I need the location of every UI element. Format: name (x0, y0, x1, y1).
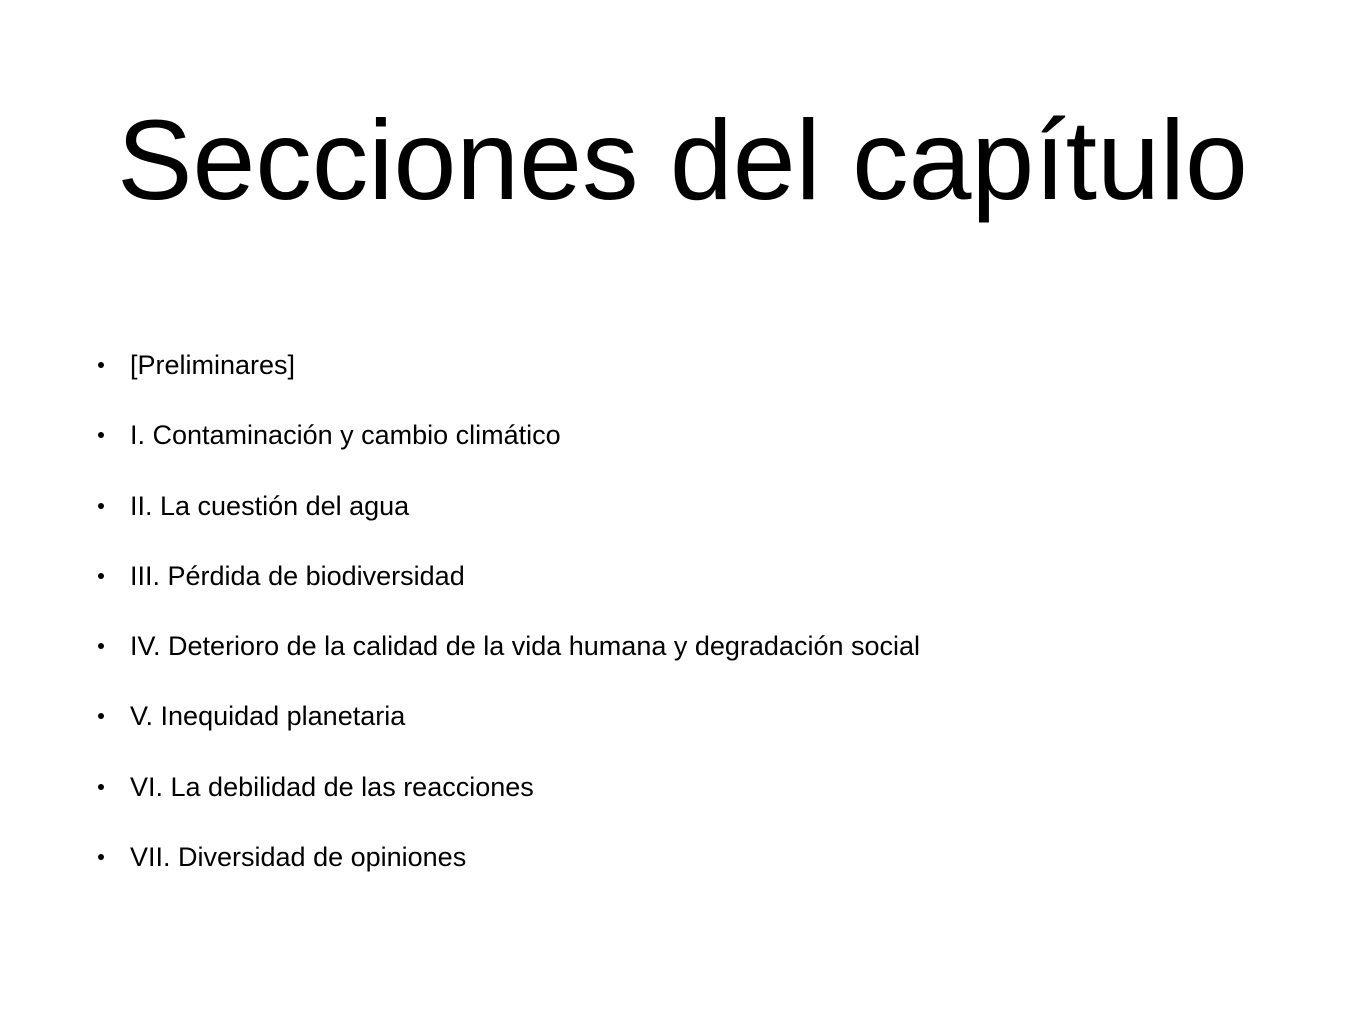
section-label: [Preliminares] (130, 350, 296, 380)
section-label: V. Inequidad planetaria (130, 701, 406, 732)
bullet-dot-icon (98, 713, 104, 719)
list-item (98, 625, 1298, 695)
list-item (98, 766, 1298, 836)
bullet-dot-icon (98, 643, 104, 649)
list-item (98, 485, 1298, 555)
bullet-dot-icon (98, 573, 104, 579)
slide-title: Secciones del capítulo (117, 97, 1248, 223)
bullet-dot-icon (98, 362, 104, 368)
list-item (98, 414, 1298, 484)
section-label: VI. La debilidad de las reacciones (130, 771, 534, 802)
bullet-dot-icon (98, 432, 104, 438)
bullet-dot-icon (98, 784, 104, 790)
list-item (98, 344, 1298, 414)
section-label: I. Contaminación y cambio climático (130, 420, 561, 451)
list-item (98, 836, 1298, 906)
section-label: II. La cuestión del agua (130, 490, 410, 521)
bullet-dot-icon (98, 503, 104, 509)
section-label: III. Pérdida de biodiversidad (130, 560, 465, 591)
section-list (98, 344, 1298, 906)
list-item (98, 695, 1298, 765)
section-label: VII. Diversidad de opiniones (130, 842, 467, 873)
section-label: IV. Deterioro de la calidad de la vida humana y degradación social (130, 631, 921, 662)
bullet-dot-icon (98, 854, 104, 860)
list-item (98, 555, 1298, 625)
